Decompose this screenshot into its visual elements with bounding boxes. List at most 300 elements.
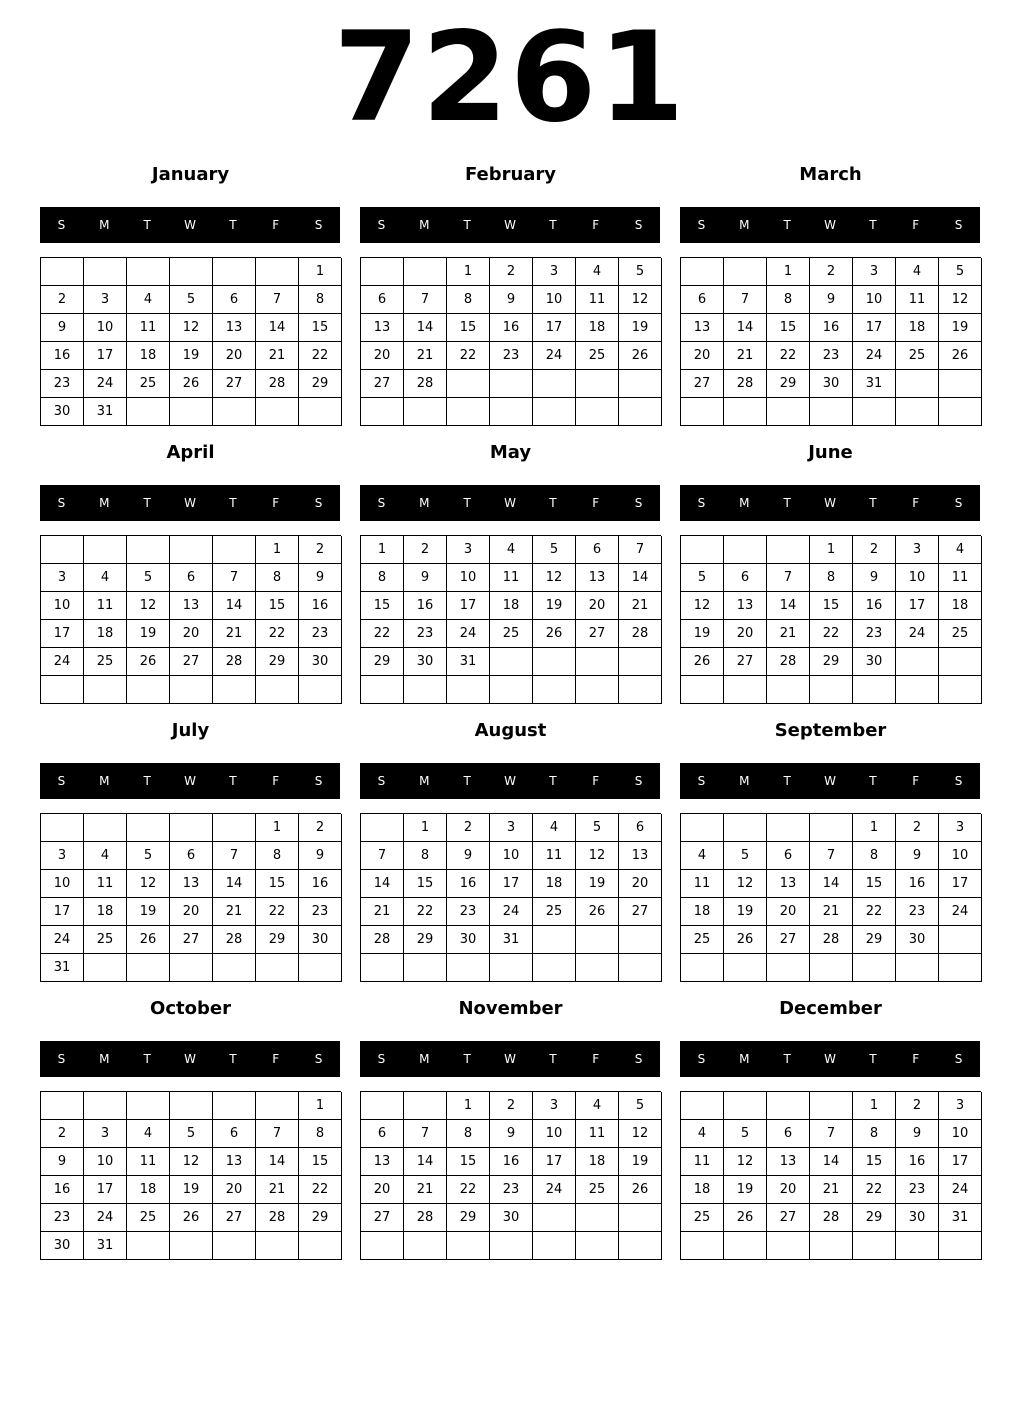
empty-cell (810, 676, 853, 704)
day-cell: 3 (939, 814, 982, 842)
empty-cell (681, 954, 724, 982)
empty-cell (810, 814, 853, 842)
day-cell: 1 (404, 814, 447, 842)
day-cell: 3 (533, 258, 576, 286)
day-cell: 20 (576, 592, 619, 620)
day-cell: 11 (127, 1148, 170, 1176)
weekday-label: F (272, 1052, 280, 1066)
day-cell: 28 (404, 1204, 447, 1232)
day-cell: 6 (213, 286, 256, 314)
day-cell: 20 (619, 870, 662, 898)
day-cell: 12 (939, 286, 982, 314)
day-cell: 6 (361, 286, 404, 314)
empty-cell (41, 536, 84, 564)
weekday-label: S (634, 218, 643, 232)
day-cell: 8 (299, 286, 342, 314)
empty-cell (939, 648, 982, 676)
empty-cell (490, 370, 533, 398)
day-cell: 13 (213, 314, 256, 342)
day-cell: 2 (41, 286, 84, 314)
weekday-header (40, 485, 340, 521)
day-cell: 26 (170, 1204, 213, 1232)
day-cell: 5 (170, 1120, 213, 1148)
weekday-label: T (463, 496, 471, 510)
empty-cell (576, 1232, 619, 1260)
day-cell: 27 (213, 1204, 256, 1232)
day-cell: 29 (299, 1204, 342, 1232)
day-cell: 28 (810, 1204, 853, 1232)
weekday-header (40, 207, 340, 243)
empty-cell (810, 1232, 853, 1260)
empty-cell (127, 1232, 170, 1260)
day-cell: 18 (490, 592, 533, 620)
day-cell: 9 (896, 1120, 939, 1148)
weekday-label: T (783, 1052, 791, 1066)
weekday-label: S (377, 496, 386, 510)
empty-cell (853, 676, 896, 704)
empty-cell (127, 536, 170, 564)
day-cell: 11 (533, 842, 576, 870)
day-cell: 15 (404, 870, 447, 898)
day-cell: 7 (767, 564, 810, 592)
day-cell: 24 (84, 1204, 127, 1232)
day-cell: 4 (127, 1120, 170, 1148)
empty-cell (533, 648, 576, 676)
day-cell: 26 (576, 898, 619, 926)
weekday-label: T (463, 774, 471, 788)
empty-cell (213, 1092, 256, 1120)
empty-cell (724, 676, 767, 704)
empty-cell (681, 814, 724, 842)
day-cell: 7 (404, 1120, 447, 1148)
empty-cell (724, 954, 767, 982)
weekday-label: M (739, 218, 750, 232)
day-cell: 18 (576, 314, 619, 342)
empty-cell (767, 1232, 810, 1260)
day-cell: 26 (619, 342, 662, 370)
empty-cell (853, 398, 896, 426)
day-cell: 7 (256, 1120, 299, 1148)
day-cell: 8 (447, 286, 490, 314)
day-cell: 22 (404, 898, 447, 926)
empty-cell (619, 676, 662, 704)
weekday-label: T (229, 218, 237, 232)
month-name: March (799, 164, 862, 185)
day-cell: 30 (447, 926, 490, 954)
day-cell: 30 (896, 926, 939, 954)
day-cell: 26 (127, 926, 170, 954)
empty-cell (939, 398, 982, 426)
empty-cell (576, 954, 619, 982)
day-cell: 13 (170, 592, 213, 620)
day-cell: 26 (619, 1176, 662, 1204)
day-cell: 13 (619, 842, 662, 870)
day-cell: 15 (299, 1148, 342, 1176)
day-cell: 23 (490, 342, 533, 370)
weekday-header (40, 763, 340, 799)
day-cell: 24 (84, 370, 127, 398)
day-cell: 23 (299, 620, 342, 648)
empty-cell (256, 676, 299, 704)
empty-cell (767, 954, 810, 982)
empty-cell (361, 1232, 404, 1260)
month-name: February (464, 164, 557, 185)
weekday-label: T (143, 1052, 151, 1066)
day-cell: 2 (41, 1120, 84, 1148)
day-cell: 9 (490, 286, 533, 314)
weekday-label: S (634, 774, 643, 788)
day-cell: 19 (724, 1176, 767, 1204)
day-cell: 26 (724, 1204, 767, 1232)
empty-cell (533, 926, 576, 954)
empty-cell (447, 676, 490, 704)
empty-cell (490, 954, 533, 982)
day-cell: 1 (256, 814, 299, 842)
weekday-label: S (314, 218, 323, 232)
day-cell: 22 (810, 620, 853, 648)
day-cell: 4 (127, 286, 170, 314)
day-cell: 30 (41, 398, 84, 426)
day-cell: 14 (256, 314, 299, 342)
day-cell: 5 (127, 564, 170, 592)
empty-cell (724, 398, 767, 426)
empty-cell (84, 814, 127, 842)
day-grid (40, 535, 341, 704)
day-cell: 1 (299, 258, 342, 286)
day-cell: 7 (810, 1120, 853, 1148)
weekday-label: S (57, 496, 66, 510)
empty-cell (767, 398, 810, 426)
day-cell: 3 (41, 564, 84, 592)
empty-cell (361, 1092, 404, 1120)
day-cell: 24 (41, 926, 84, 954)
day-cell: 28 (619, 620, 662, 648)
day-cell: 28 (213, 648, 256, 676)
day-cell: 28 (256, 370, 299, 398)
weekday-label: S (954, 218, 963, 232)
empty-cell (84, 1092, 127, 1120)
weekday-label: F (592, 218, 600, 232)
day-cell: 24 (896, 620, 939, 648)
day-cell: 30 (299, 648, 342, 676)
day-cell: 19 (619, 314, 662, 342)
day-cell: 1 (767, 258, 810, 286)
empty-cell (896, 648, 939, 676)
weekday-label: T (549, 774, 557, 788)
day-cell: 8 (361, 564, 404, 592)
empty-cell (724, 536, 767, 564)
empty-cell (533, 954, 576, 982)
day-cell: 2 (404, 536, 447, 564)
day-cell: 7 (213, 842, 256, 870)
day-cell: 12 (619, 286, 662, 314)
empty-cell (681, 1092, 724, 1120)
day-cell: 7 (361, 842, 404, 870)
day-cell: 18 (896, 314, 939, 342)
day-cell: 15 (447, 1148, 490, 1176)
day-cell: 23 (41, 1204, 84, 1232)
day-cell: 31 (41, 954, 84, 982)
day-cell: 11 (896, 286, 939, 314)
day-cell: 19 (170, 1176, 213, 1204)
empty-cell (767, 676, 810, 704)
day-cell: 1 (447, 1092, 490, 1120)
empty-cell (213, 814, 256, 842)
empty-cell (256, 954, 299, 982)
day-cell: 1 (361, 536, 404, 564)
day-cell: 16 (810, 314, 853, 342)
day-cell: 2 (447, 814, 490, 842)
empty-cell (533, 676, 576, 704)
day-cell: 24 (490, 898, 533, 926)
day-cell: 12 (724, 1148, 767, 1176)
weekday-label: S (377, 1052, 386, 1066)
day-cell: 30 (896, 1204, 939, 1232)
day-cell: 3 (853, 258, 896, 286)
day-cell: 16 (299, 870, 342, 898)
weekday-label: S (954, 774, 963, 788)
day-cell: 7 (724, 286, 767, 314)
day-cell: 25 (939, 620, 982, 648)
day-cell: 16 (853, 592, 896, 620)
empty-cell (213, 676, 256, 704)
weekday-label: F (912, 1052, 920, 1066)
day-cell: 30 (810, 370, 853, 398)
empty-cell (533, 1232, 576, 1260)
day-cell: 19 (619, 1148, 662, 1176)
day-cell: 7 (256, 286, 299, 314)
empty-cell (84, 676, 127, 704)
day-cell: 14 (767, 592, 810, 620)
day-cell: 25 (84, 648, 127, 676)
empty-cell (213, 258, 256, 286)
empty-cell (299, 1232, 342, 1260)
day-cell: 16 (896, 870, 939, 898)
day-grid (680, 535, 981, 704)
day-cell: 20 (361, 1176, 404, 1204)
day-cell: 15 (256, 592, 299, 620)
weekday-label: T (143, 218, 151, 232)
day-cell: 3 (41, 842, 84, 870)
day-cell: 21 (256, 1176, 299, 1204)
day-cell: 4 (896, 258, 939, 286)
day-cell: 20 (170, 898, 213, 926)
day-cell: 21 (767, 620, 810, 648)
empty-cell (681, 398, 724, 426)
day-cell: 22 (256, 620, 299, 648)
day-cell: 16 (404, 592, 447, 620)
day-cell: 11 (939, 564, 982, 592)
empty-cell (681, 536, 724, 564)
day-grid (360, 535, 661, 704)
day-cell: 2 (810, 258, 853, 286)
day-cell: 12 (127, 870, 170, 898)
day-cell: 21 (404, 342, 447, 370)
day-cell: 20 (361, 342, 404, 370)
weekday-label: F (272, 774, 280, 788)
day-cell: 5 (127, 842, 170, 870)
day-cell: 23 (41, 370, 84, 398)
empty-cell (447, 954, 490, 982)
day-cell: 29 (767, 370, 810, 398)
empty-cell (490, 676, 533, 704)
day-cell: 12 (127, 592, 170, 620)
empty-cell (619, 954, 662, 982)
weekday-label: S (954, 496, 963, 510)
day-cell: 30 (404, 648, 447, 676)
day-cell: 20 (767, 898, 810, 926)
day-cell: 29 (256, 648, 299, 676)
day-cell: 4 (681, 1120, 724, 1148)
weekday-label: T (229, 774, 237, 788)
day-cell: 1 (447, 258, 490, 286)
weekday-label: W (824, 774, 836, 788)
day-cell: 12 (681, 592, 724, 620)
weekday-label: M (99, 774, 110, 788)
day-cell: 25 (533, 898, 576, 926)
empty-cell (361, 954, 404, 982)
empty-cell (41, 258, 84, 286)
empty-cell (619, 1232, 662, 1260)
day-cell: 6 (619, 814, 662, 842)
day-cell: 20 (681, 342, 724, 370)
day-cell: 11 (84, 870, 127, 898)
empty-cell (170, 1232, 213, 1260)
day-cell: 29 (447, 1204, 490, 1232)
day-cell: 27 (170, 648, 213, 676)
day-cell: 29 (853, 1204, 896, 1232)
weekday-label: T (463, 218, 471, 232)
weekday-header (360, 485, 660, 521)
empty-cell (404, 954, 447, 982)
day-cell: 26 (127, 648, 170, 676)
day-cell: 27 (170, 926, 213, 954)
day-grid (40, 257, 341, 426)
empty-cell (767, 1092, 810, 1120)
day-cell: 19 (576, 870, 619, 898)
empty-cell (213, 1232, 256, 1260)
day-cell: 11 (576, 1120, 619, 1148)
day-cell: 8 (404, 842, 447, 870)
day-cell: 6 (767, 1120, 810, 1148)
day-cell: 8 (447, 1120, 490, 1148)
day-cell: 3 (490, 814, 533, 842)
empty-cell (127, 1092, 170, 1120)
day-cell: 28 (213, 926, 256, 954)
weekday-label: T (463, 1052, 471, 1066)
day-cell: 13 (213, 1148, 256, 1176)
weekday-label: T (549, 1052, 557, 1066)
day-cell: 16 (447, 870, 490, 898)
month-name: June (808, 442, 853, 463)
day-cell: 23 (299, 898, 342, 926)
day-cell: 20 (767, 1176, 810, 1204)
month-name: April (166, 442, 215, 463)
weekday-label: T (143, 496, 151, 510)
day-cell: 9 (896, 842, 939, 870)
empty-cell (447, 398, 490, 426)
empty-cell (619, 370, 662, 398)
day-cell: 10 (84, 314, 127, 342)
empty-cell (576, 926, 619, 954)
day-cell: 20 (213, 342, 256, 370)
day-cell: 2 (299, 814, 342, 842)
day-cell: 27 (767, 1204, 810, 1232)
day-cell: 24 (939, 1176, 982, 1204)
empty-cell (896, 370, 939, 398)
day-cell: 9 (490, 1120, 533, 1148)
weekday-header (680, 763, 980, 799)
weekday-label: S (697, 218, 706, 232)
day-cell: 20 (213, 1176, 256, 1204)
day-cell: 30 (299, 926, 342, 954)
day-cell: 26 (939, 342, 982, 370)
day-cell: 23 (896, 898, 939, 926)
day-cell: 12 (724, 870, 767, 898)
empty-cell (619, 648, 662, 676)
empty-cell (127, 398, 170, 426)
day-cell: 2 (490, 1092, 533, 1120)
day-cell: 20 (170, 620, 213, 648)
day-cell: 10 (490, 842, 533, 870)
empty-cell (724, 814, 767, 842)
day-cell: 14 (619, 564, 662, 592)
empty-cell (939, 676, 982, 704)
day-cell: 7 (619, 536, 662, 564)
month-name: December (779, 998, 882, 1019)
day-cell: 28 (724, 370, 767, 398)
empty-cell (299, 676, 342, 704)
empty-cell (170, 536, 213, 564)
day-cell: 5 (619, 1092, 662, 1120)
weekday-label: W (824, 218, 836, 232)
day-cell: 27 (681, 370, 724, 398)
empty-cell (256, 398, 299, 426)
day-cell: 10 (533, 286, 576, 314)
day-cell: 14 (256, 1148, 299, 1176)
empty-cell (213, 954, 256, 982)
day-cell: 12 (170, 1148, 213, 1176)
day-cell: 13 (767, 870, 810, 898)
day-cell: 29 (361, 648, 404, 676)
weekday-label: F (592, 774, 600, 788)
day-cell: 7 (213, 564, 256, 592)
day-cell: 27 (576, 620, 619, 648)
day-cell: 2 (490, 258, 533, 286)
day-cell: 15 (767, 314, 810, 342)
empty-cell (490, 1232, 533, 1260)
day-cell: 19 (724, 898, 767, 926)
day-cell: 21 (810, 1176, 853, 1204)
empty-cell (404, 1232, 447, 1260)
day-cell: 12 (619, 1120, 662, 1148)
day-cell: 6 (576, 536, 619, 564)
weekday-label: M (419, 774, 430, 788)
day-cell: 3 (939, 1092, 982, 1120)
weekday-label: T (869, 1052, 877, 1066)
day-cell: 8 (853, 1120, 896, 1148)
empty-cell (170, 258, 213, 286)
empty-cell (896, 398, 939, 426)
day-cell: 30 (490, 1204, 533, 1232)
empty-cell (490, 648, 533, 676)
empty-cell (619, 926, 662, 954)
day-cell: 27 (361, 370, 404, 398)
month-name: November (458, 998, 563, 1019)
weekday-label: W (504, 496, 516, 510)
day-grid (40, 813, 341, 982)
day-cell: 16 (490, 1148, 533, 1176)
